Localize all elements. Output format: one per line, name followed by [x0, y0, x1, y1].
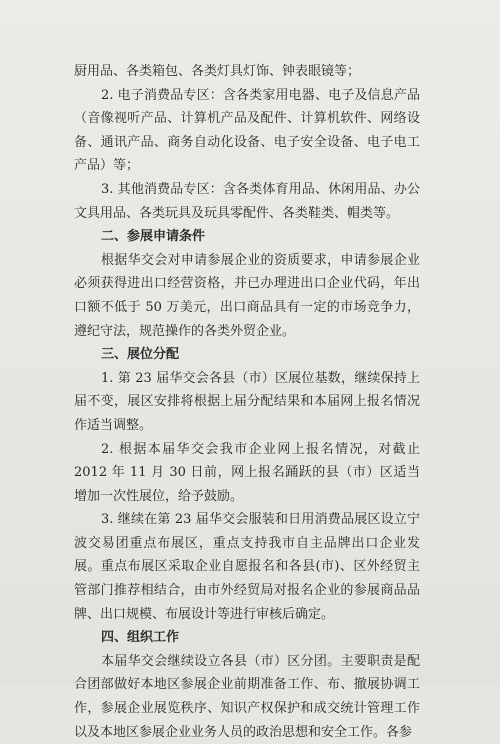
- item-other-goods: 3. 其他消费品专区：含各类体育用品、休闲用品、办公文具用品、各类玩具及玩具零配件、各类鞋类、帽类等。: [74, 181, 420, 221]
- paragraph-organization: 本届华交会继续设立各县（市）区分团。主要职责是配合团部做好本地区参展企业前期准备工作、布、撤展协调工作，参展企业展览秩序、知识产权保护和成交统计管理工作以及本地区参展企业业务人员的政治思想和安全工作。各参: [74, 653, 420, 740]
- section-heading-organization: 四、组织工作: [101, 630, 180, 646]
- allocation-item-3: 3. 继续在第 23 届华交会服装和日用消费品展区设立宁波交易团重点布展区，重点支持我市自主品牌出口企业发展。重点布展区采取企业自愿报名和各县(市)、区外经贸主管部门推荐相结合，由市外经贸局对报名企业的参展商品品牌、出口规模、布展设计等进行审核后确定。: [74, 512, 420, 622]
- continuation-text: 厨用品、各类箱包、各类灯具灯饰、钟表眼镜等；: [74, 64, 361, 79]
- paragraph-conditions: 根据华交会对申请参展企业的资质要求，申请参展企业必须获得进出口经营资格，并已办理进出口企业代码，年出口额不低于 50 万美元，出口商品具有一定的市场竞争力，遵纪守法，规范操作的各类外贸企业。: [74, 252, 420, 339]
- section-heading-conditions: 二、参展申请条件: [101, 229, 206, 245]
- section-heading-allocation: 三、展位分配: [101, 347, 180, 363]
- item-electronics: 2. 电子消费品专区：含各类家用电器、电子及信息产品（音像视听产品、计算机产品及配件、计算机软件、网络设备、通讯产品、商务自动化设备、电子安全设备、电子电工产品）等；: [74, 87, 420, 174]
- allocation-item-1: 1. 第 23 届华交会各县（市）区展位基数，继续保持上届不变，展区安排将根据上届分配结果和本届网上报名情况作适当调整。: [74, 370, 420, 433]
- allocation-item-2: 2. 根据本届华交会我市企业网上报名情况，对截止 2012 年 11 月 30 日前，网上报名踊跃的县（市）区适当增加一次性展位，给予鼓励。: [74, 441, 420, 504]
- document-body: [74, 60, 420, 744]
